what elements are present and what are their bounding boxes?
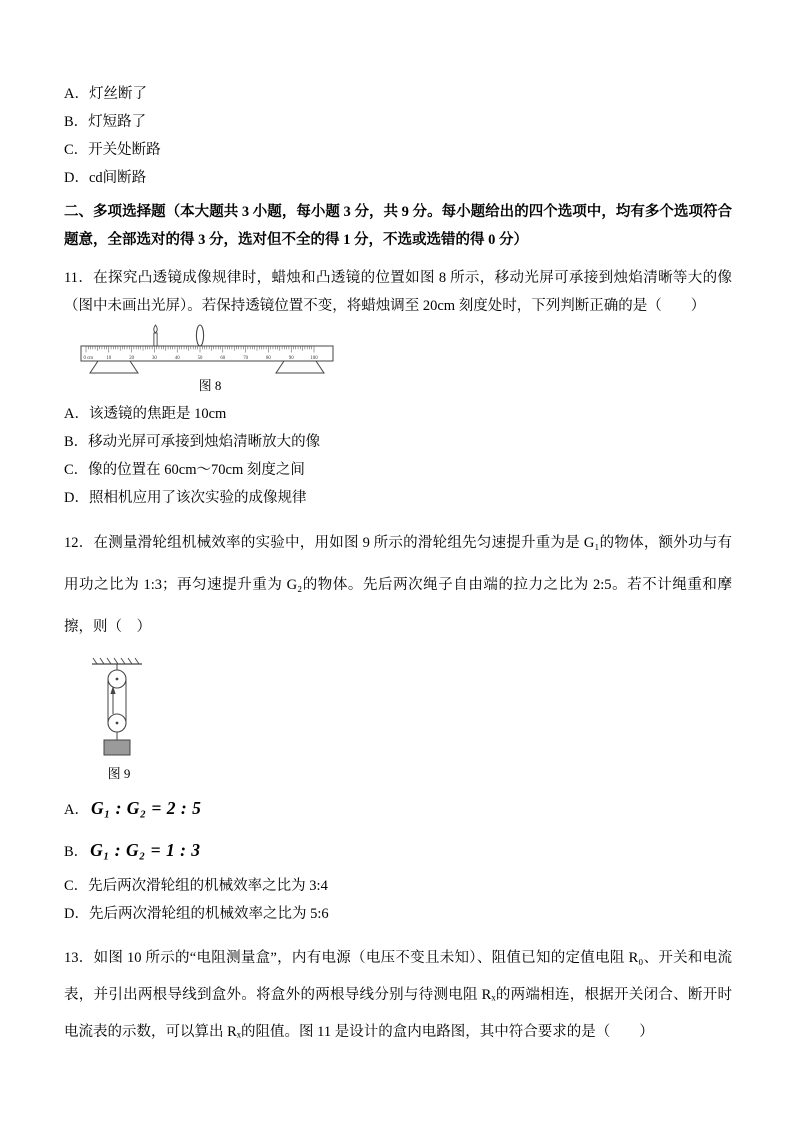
q11-options [64,400,732,512]
q12-option-b-formula: G₁ : G₂ = 1 : 3 [90,840,201,860]
svg-text:100: 100 [310,355,318,361]
section-header: 二、多项选择题（本大题共 3 小题，每小题 3 分，共 9 分。每小题给出的四个选项中，均有多个选项符合题意，全部选对的得 3 分，选对但不全的得 1 分，不选或选错的得 0 分） [64,204,732,248]
figure-8-caption: 图 8 [198,378,222,393]
svg-text:80: 80 [266,355,271,361]
svg-text:60: 60 [220,355,226,361]
q12-option-c-text: 先后两次滑轮组的机械效率之比为 3:4 [88,878,328,894]
fixed-pulley-axle [116,678,119,681]
q12-option-b [64,830,732,872]
q10-options [64,80,732,192]
candle-flame [154,325,157,333]
q11-option-d: D．照相机应用了该次实验的成像规律 [64,490,307,506]
q10-option-b: B．灯短路了 [64,114,147,130]
q11-option-b: B．移动光屏可承接到烛焰清晰放大的像 [64,434,321,450]
q10-option-c: C．开关处断路 [64,142,161,158]
ceiling-hatch [93,658,139,664]
svg-text:0 cm: 0 cm [83,355,93,361]
figure-8-optical-bench [68,324,352,394]
q10-option-d: D．cd间断路 [64,170,147,186]
q12-option-a-letter: A． [64,802,89,818]
svg-text:50: 50 [197,355,203,361]
candle-body [154,333,157,346]
q12-option-b-letter: B． [64,844,89,860]
q10-option-a: A．灯丝断了 [64,86,147,102]
q12-option-a-formula: G₁ : G₂ = 2 : 5 [90,798,202,818]
figure-9-pulley-system [76,656,162,782]
question-13 [64,940,732,1051]
weight-block [104,740,130,755]
pulley-drawing [77,656,161,766]
svg-text:20: 20 [129,355,134,361]
question-11 [64,264,732,512]
svg-text:40: 40 [174,355,180,361]
question-12 [64,522,732,928]
q11-stem: 11．在探究凸透镜成像规律时，蜡烛和凸透镜的位置如图 8 所示，移动光屏可承接到烛焰清晰等大的像（图中未画出光屏）。若保持透镜位置不变，将蜡烛调至 20cm 刻度处时，下列判断正确的是（ ） [64,270,732,314]
q11-option-c: C．像的位置在 60cm～70cm 刻度之间 [64,462,305,478]
q11-option-a: A．该透镜的焦距是 10cm [64,406,227,422]
movable-pulley-axle [116,722,119,725]
convex-lens [196,325,203,346]
q12-option-c-letter: C． [64,878,89,894]
bench-foot-left [90,361,138,373]
svg-text:70: 70 [243,355,248,361]
bench-foot-right [276,361,324,373]
svg-text:90: 90 [288,355,294,361]
q12-option-d-letter: D． [64,906,89,922]
figure-9-caption: 图 9 [107,766,131,781]
svg-text:10: 10 [106,355,112,361]
q12-option-c [64,872,732,900]
q13-stem: 13．如图 10 所示的“电阻测量盒”，内有电源（电压不变且未知）、阻值已知的定值电阻 R₀、开关和电流表，并引出两根导线到盒外。将盒外的两根导线分别与待测电阻 Rₓ的两端相连，根据开关闭合、断开时电流表的示数，可以算出 Rₓ的阻值。图 11 是设计的盒内电路图，其中符合要求的是（ ） [64,950,732,1040]
optical-bench-drawing [68,324,352,378]
q12-stem: 12．在测量滑轮组机械效率的实验中，用如图 9 所示的滑轮组先匀速提升重为是 G₁的物体，额外功与有用功之比为 1:3；再匀速提升重为 G₂的物体。先后两次绳子自由端的拉力之比为 2:5。若不计绳重和摩擦，则（ ） [64,535,732,635]
q12-options [64,788,732,928]
q12-option-a [64,788,732,830]
q12-option-d [64,900,732,928]
q12-option-d-text: 先后两次滑轮组的机械效率之比为 5:6 [88,906,329,922]
svg-text:30: 30 [152,355,157,361]
